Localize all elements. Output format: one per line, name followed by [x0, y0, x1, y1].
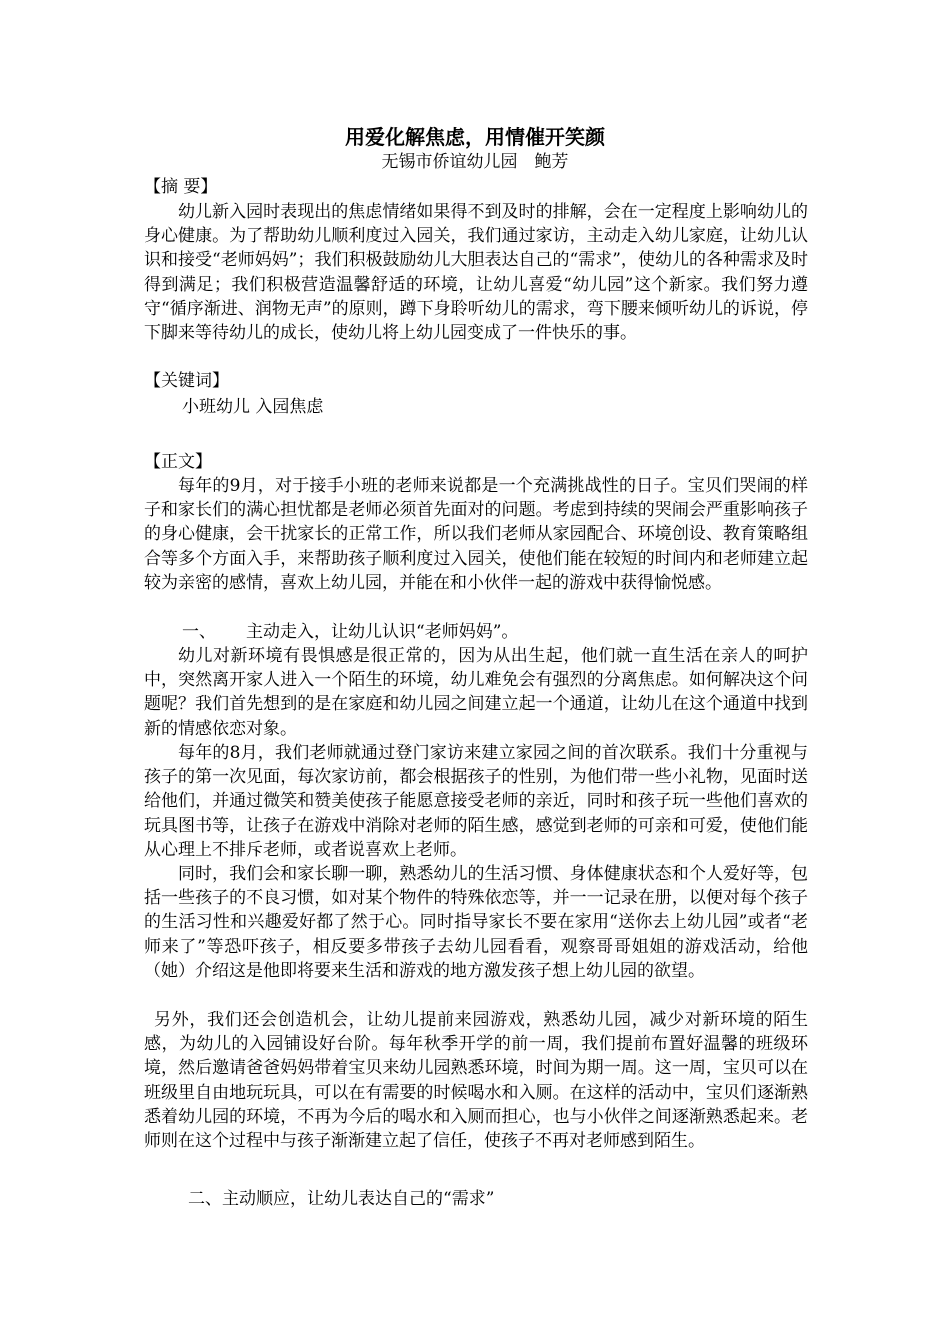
section-2-title: 二、主动顺应，让幼儿表达自己的“需求” [188, 1189, 495, 1209]
paragraph-5: 另外，我们还会创造机会，让幼儿提前来园游戏，熟悉幼儿园，减少对新环境的陌生感，为幼儿的入园铺设好台阶。每年秋季开学的前一周，我们提前布置好温馨的班级环境，然后邀请爸爸妈妈带着宝贝来幼儿园熟悉环境，时间为期一周。这一周，宝贝可以在班级里自由地玩玩具，可以在有需要的时候喝水和入厕。在这样的活动中，宝贝们逐渐熟悉着幼儿园的环境，不再为今后的喝水和入厕而担心，也与小伙伴之间逐渐熟悉起来。老师则在这个过程中与孩子渐渐建立起了信任，使孩子不再对老师感到陌生。 [144, 1010, 808, 1152]
main-heading: 【正文】 [144, 452, 212, 472]
section-1-title: 主动走入，让幼儿认识“老师妈妈”。 [246, 622, 519, 642]
paragraph-1: 每年的9月，对于接手小班的老师来说都是一个充满挑战性的日子。宝贝们哭闹的样子和家长们的满心担忧都是老师必须首先面对的问题。考虑到持续的哭闹会严重影响孩子的身心健康，会干扰家长的正常工作，所以我们老师从家园配合、环境创设、教育策略组合等多个方面入手，来帮助孩子顺利度过入园关，使他们能在较短的时间内和老师建立起较为亲密的感情，喜欢上幼儿园，并能在和小伙伴一起的游戏中获得愉悦感。 [144, 476, 808, 593]
document-title: 用爱化解焦虑，用情催开笑颜 [345, 125, 605, 149]
abstract-text: 幼儿新入园时表现出的焦虑情绪如果得不到及时的排解，会在一定程度上影响幼儿的身心健康。为了帮助幼儿顺利度过入园关，我们通过家访，主动走入幼儿家庭，让幼儿认识和接受“老师妈妈”；我们积极鼓励幼儿大胆表达自己的“需求”，使幼儿的各种需求及时得到满足；我们积极营造温馨舒适的环境，让幼儿喜爱“幼儿园”这个新家。我们努力遵守“循序渐进、润物无声”的原则，蹲下身聆听幼儿的需求，弯下腰来倾听幼儿的诉说，停下脚来等待幼儿的成长，使幼儿将上幼儿园变成了一件快乐的事。 [144, 202, 808, 344]
document-author: 无锡市侨谊幼儿园 鲍芳 [381, 152, 569, 172]
paragraph-4: 同时，我们会和家长聊一聊，熟悉幼儿的生活习惯、身体健康状态和个人爱好等，包括一些孩子的不良习惯，如对某个物件的特殊依恋等，并一一记录在册，以便对每个孩子的生活习性和兴趣爱好都了然于心。同时指导家长不要在家用“送你去上幼儿园”或者“老师来了”等恐吓孩子，相反要多带孩子去幼儿园看看，观察哥哥姐姐的游戏活动，给他（她）介绍这是他即将要来生活和游戏的地方激发孩子想上幼儿园的欲望。 [144, 864, 808, 981]
paragraph-2: 幼儿对新环境有畏惧感是很正常的，因为从出生起，他们就一直生活在亲人的呵护中，突然离开家人进入一个陌生的环境，幼儿难免会有强烈的分离焦虑。如何解决这个问题呢？我们首先想到的是在家庭和幼儿园之间建立起一个通道，让幼儿在这个通道中找到新的情感依恋对象。 [144, 646, 808, 739]
keywords-text: 小班幼儿 入园焦虑 [182, 397, 324, 417]
paragraph-3: 每年的8月，我们老师就通过登门家访来建立家园之间的首次联系。我们十分重视与孩子的第一次见面，每次家访前，都会根据孩子的性别，为他们带一些小礼物，见面时送给他们，并通过微笑和赞美使孩子能愿意接受老师的亲近，同时和孩子玩一些他们喜欢的玩具图书等，让孩子在游戏中消除对老师的陌生感，感觉到老师的可亲和可爱，使他们能从心理上不排斥老师，或者说喜欢上老师。 [144, 743, 808, 860]
keywords-heading: 【关键词】 [144, 371, 229, 391]
section-1-number: 一、 [182, 622, 216, 642]
abstract-heading: 【摘 要】 [144, 177, 218, 197]
